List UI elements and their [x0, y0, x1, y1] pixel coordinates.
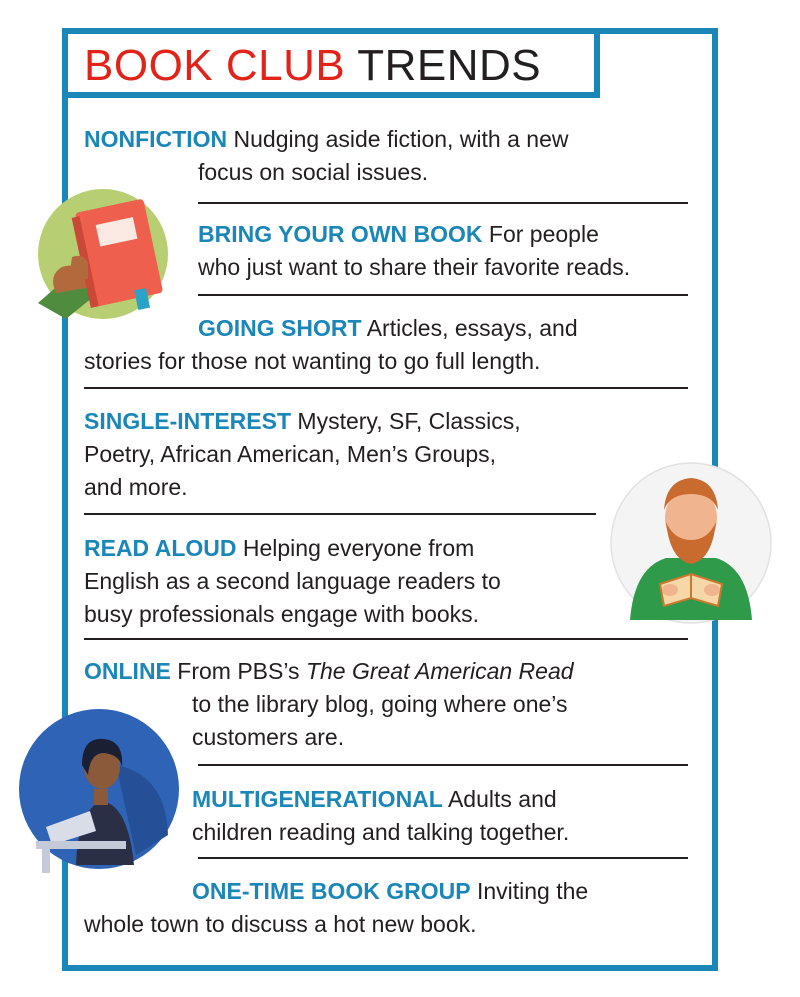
trend-text: English as a second language readers to — [84, 568, 501, 594]
trend-text: Helping everyone from — [242, 535, 475, 561]
title-part-red: BOOK CLUB — [84, 41, 346, 90]
trend-heading: ONE-TIME BOOK GROUP — [192, 878, 471, 904]
divider — [84, 638, 688, 640]
trend-text: For people — [488, 221, 599, 247]
trend-text: Adults and — [447, 786, 557, 812]
trend-text: busy professionals engage with books. — [84, 601, 480, 627]
trend-text-italic: The Great American Read — [305, 658, 574, 684]
trend-text: Inviting the — [476, 878, 589, 904]
trend-text: Poetry, African American, Men’s Groups, — [84, 441, 497, 467]
divider — [198, 294, 688, 296]
trend-multigenerational — [192, 783, 569, 849]
trend-bring-your-own-book — [198, 218, 630, 284]
divider — [198, 857, 688, 859]
divider — [84, 513, 596, 515]
trend-one-time-book-group — [84, 875, 588, 941]
trend-text: whole town to discuss a hot new book. — [84, 911, 477, 937]
page-title — [84, 40, 541, 92]
trend-heading: BRING YOUR OWN BOOK — [198, 221, 483, 247]
divider — [84, 387, 688, 389]
trend-text: to the library blog, going where one’s — [192, 691, 568, 717]
trend-heading: NONFICTION — [84, 126, 228, 152]
trend-text: From PBS’s — [177, 658, 306, 684]
trend-text: Nudging aside fiction, with a new — [233, 126, 569, 152]
trend-heading: READ ALOUD — [84, 535, 237, 561]
hand-holding-book-icon — [18, 183, 188, 325]
bearded-man-reading-icon — [608, 460, 774, 626]
divider — [198, 202, 688, 204]
trend-text: focus on social issues. — [198, 159, 429, 185]
trend-text: who just want to share their favorite reads. — [198, 254, 631, 280]
trend-text: customers are. — [192, 724, 345, 750]
trend-text: Articles, essays, and — [366, 315, 578, 341]
trend-text: children reading and talking together. — [192, 819, 570, 845]
trend-single-interest — [84, 405, 521, 504]
divider — [198, 764, 688, 766]
trend-heading: SINGLE-INTEREST — [84, 408, 292, 434]
trend-going-short — [84, 312, 578, 378]
trend-text: Mystery, SF, Classics, — [297, 408, 521, 434]
woman-with-laptop-icon — [16, 705, 182, 873]
trend-heading: MULTIGENERATIONAL — [192, 786, 443, 812]
trend-text: and more. — [84, 474, 188, 500]
title-part-dark: TRENDS — [357, 41, 542, 90]
trend-heading: ONLINE — [84, 658, 171, 684]
trend-nonfiction — [84, 123, 568, 189]
trend-text: stories for those not wanting to go full length. — [84, 348, 541, 374]
trend-read-aloud — [84, 532, 501, 631]
trend-heading: GOING SHORT — [198, 315, 362, 341]
